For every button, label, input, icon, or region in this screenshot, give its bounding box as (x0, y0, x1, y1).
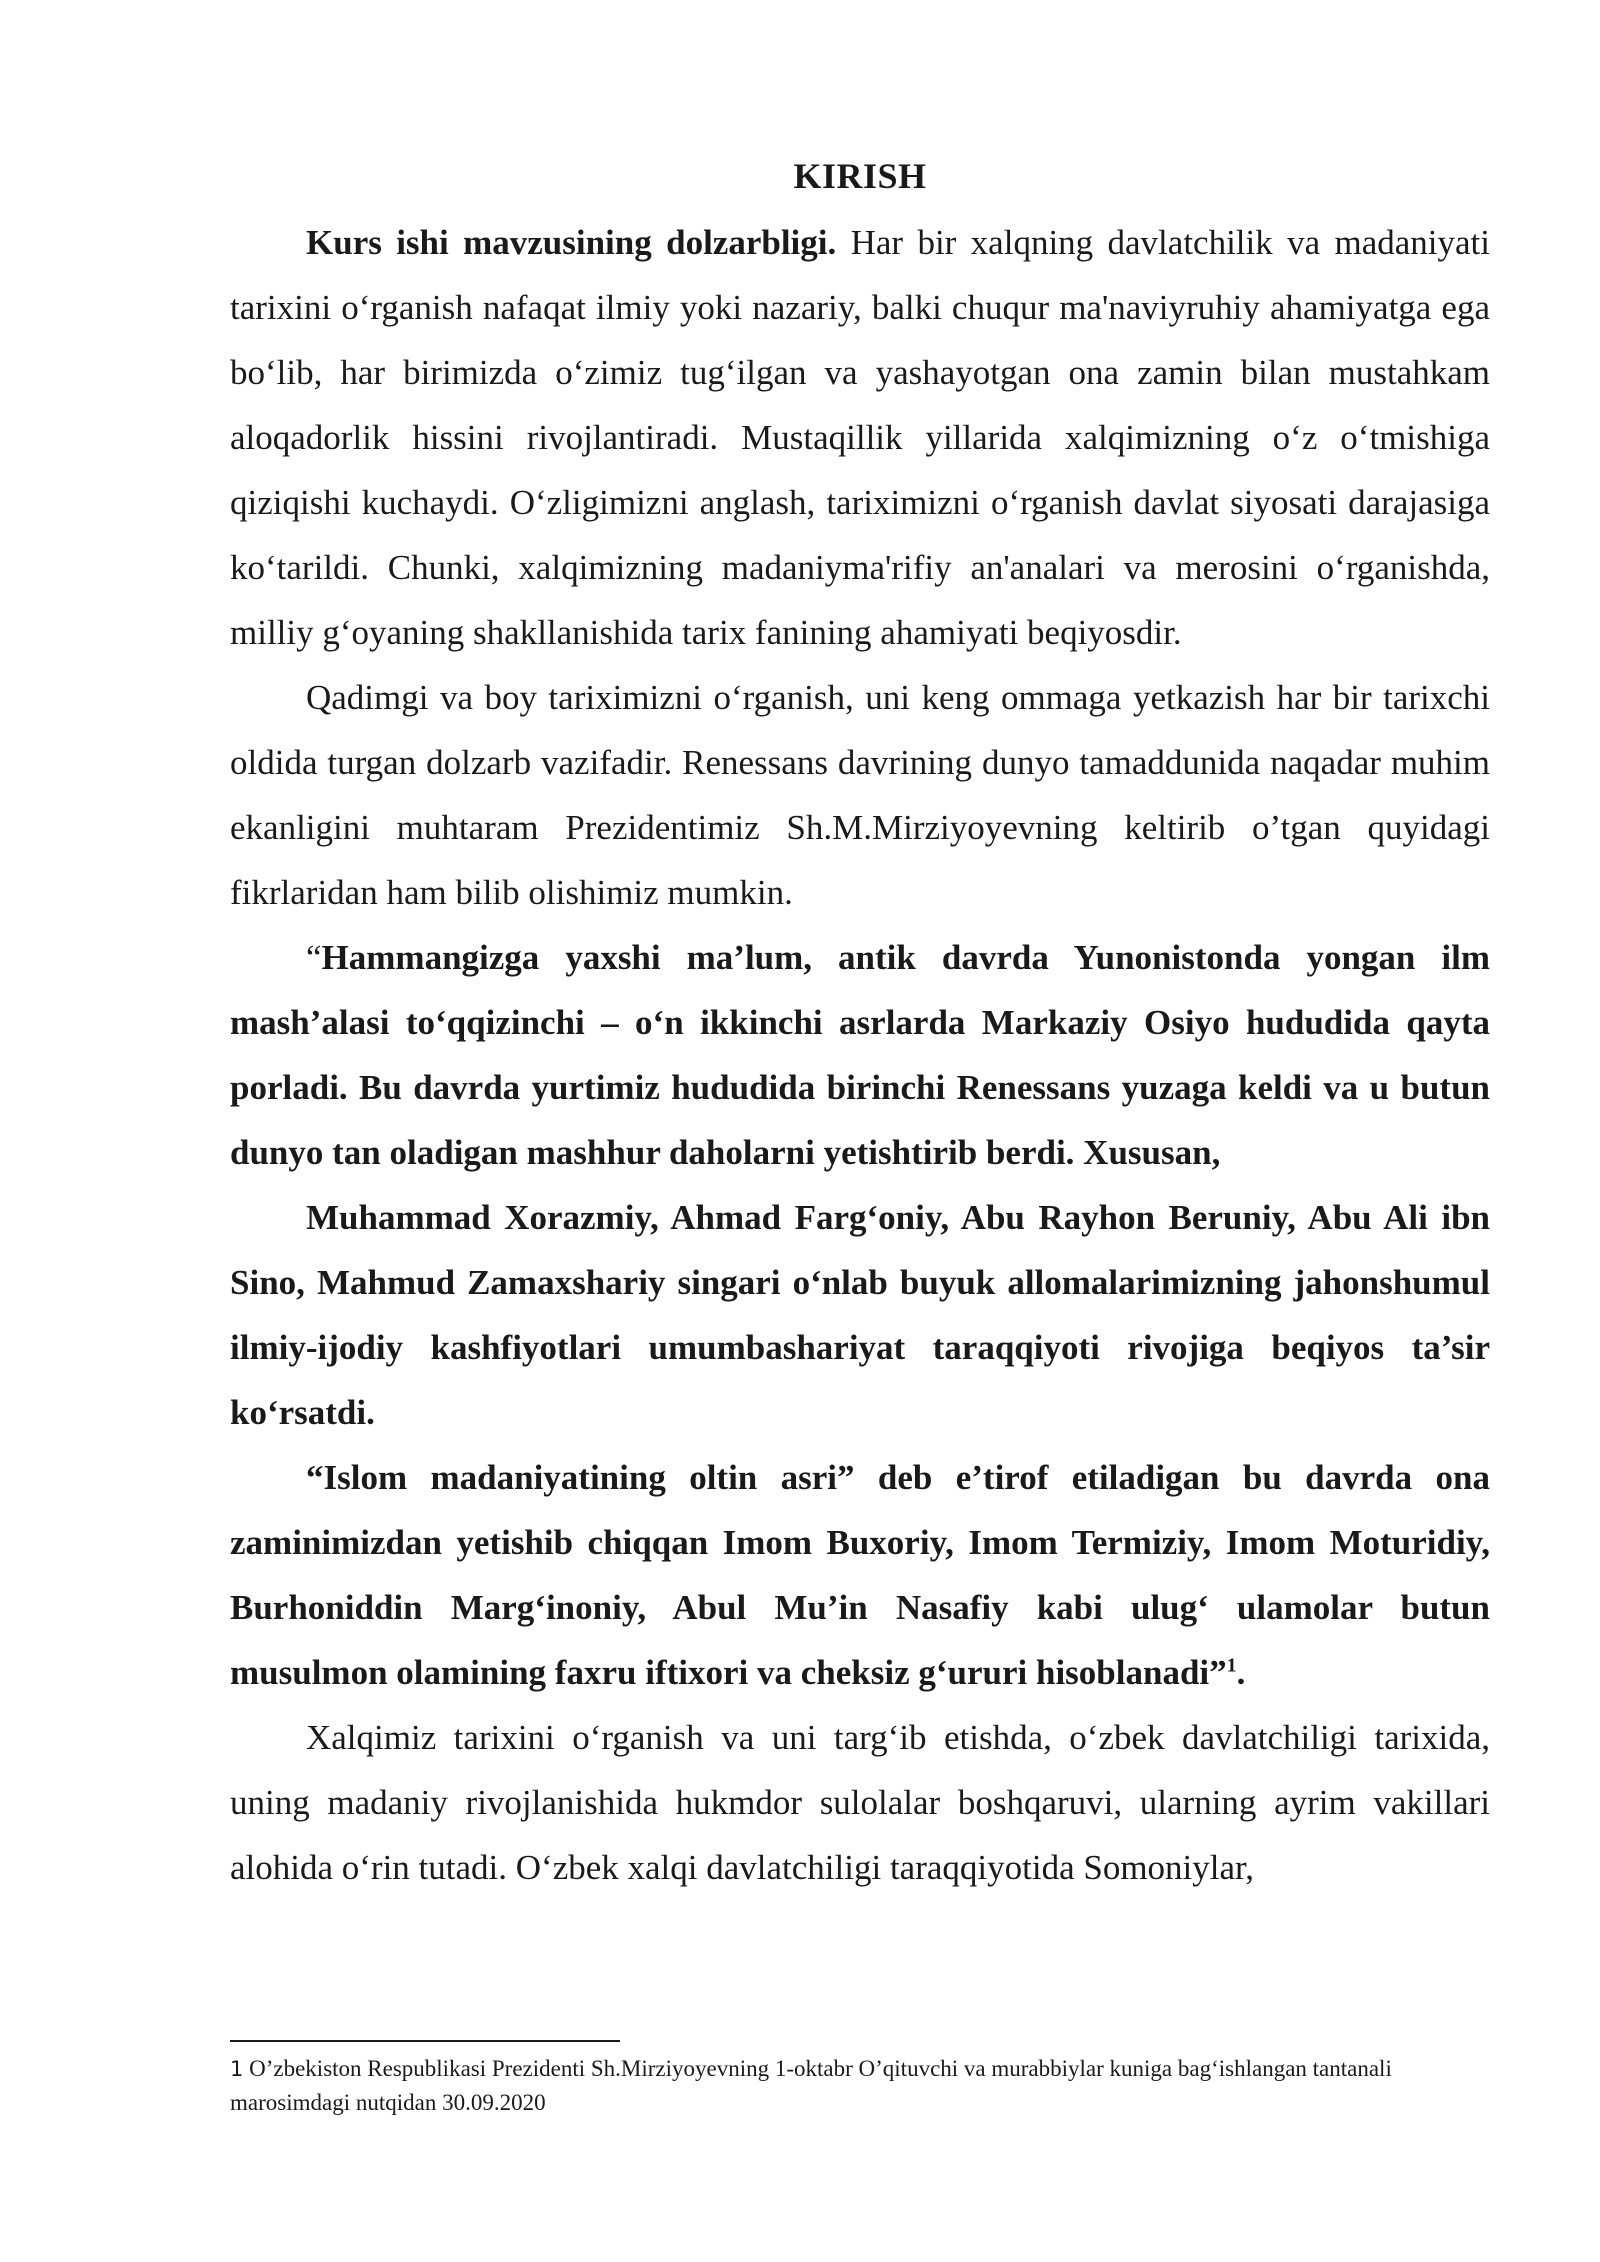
quote-paragraph-1 (230, 925, 1490, 1185)
footnote-number: 1 (230, 2057, 244, 2081)
quote-text: Hammangizga yaxshi ma’lum, antik davrda Yunonistonda yongan ilm mash’alasi to‘qqizinchi – o‘n ikkinchi asrlarda Markaziy Osiyo hududida qayta porladi. Bu davrda yurtimiz hududida birinchi Renessans yuzaga keldi va u butun dunyo tan oladigan mashhur daholarni yetishtirib berdi. Xususan, (230, 938, 1490, 1172)
quote-text: “Islom madaniyatining oltin asri” deb e’tirof etiladigan bu davrda ona zaminimizdan yetishib chiqqan Imom Buxoriy, Imom Termiziy, Imom Moturidiy, Burhoniddin Marg‘inoniy, Abul Mu’in Nasafiy kabi ulug‘ ulamolar butun musulmon olamining faxru iftixori va cheksiz g‘ururi hisoblanadi” (230, 1458, 1490, 1692)
document-page (230, 148, 1490, 1900)
paragraph-lead: Kurs ishi mavzusining dolzarbligi. (306, 223, 837, 262)
footnote-text: O’zbekiston Respublikasi Prezidenti Sh.Mirziyoyevning 1-oktabr O’qituvchi va murabbiylar kuniga bag‘ishlangan tantanali marosimdagi nutqidan 30.09.2020 (230, 2056, 1392, 2115)
paragraph-text: Har bir xalqning davlatchilik va madaniyati tarixini o‘rganish nafaqat ilmiy yoki nazariy, balki chuqur ma'naviyruhiy ahamiyatga ega bo‘lib, har birimizda o‘zimiz tug‘ilgan va yashayotgan ona zamin bilan mustahkam aloqadorlik hissini rivojlantiradi. Mustaqillik yillarida xalqimizning o‘z o‘tmishiga qiziqishi kuchaydi. O‘zligimizni anglash, tariximizni o‘rganish davlat siyosati darajasiga ko‘tarildi. Chunki, xalqimizning madaniyma'rifiy an'analari va merosini o‘rganishda, milliy g‘oyaning shakllanishida tarix fanining ahamiyati beqiyosdir. (230, 223, 1490, 652)
paragraph-text: Xalqimiz tarixini o‘rganish va uni targ‘ib etishda, o‘zbek davlatchiligi tarixida, uning madaniy rivojlanishida hukmdor sulolalar boshqaruvi, ularning ayrim vakillari alohida o‘rin tutadi. O‘zbek xalqi davlatchiligi taraqqiyotida Somoniylar, (230, 1718, 1490, 1887)
paragraph-renaissance-intro (230, 665, 1490, 925)
document-title: KIRISH (793, 156, 927, 196)
quote-paragraph-2 (230, 1185, 1490, 1445)
quote-paragraph-3 (230, 1445, 1490, 1705)
paragraph-dynasties (230, 1705, 1490, 1900)
quote-text: Muhammad Xorazmiy, Ahmad Farg‘oniy, Abu Rayhon Beruniy, Abu Ali ibn Sino, Mahmud Zamaxshariy singari o‘nlab buyuk allomalarimizning jahonshumul ilmiy-ijodiy kashfiyotlari umumbashariyat taraqqiyoti rivojiga beqiyos ta’sir ko‘rsatdi. (230, 1198, 1490, 1432)
paragraph-text: Qadimgi va boy tariximizni o‘rganish, uni keng ommaga yetkazish har bir tarixchi oldida turgan dolzarb vazifadir. Renessans davrining dunyo tamaddunida naqadar muhim ekanligini muhtaram Prezidentimiz Sh.M.Mirziyoyevning keltirib o’tgan quyidagi fikrlaridan ham bilib olishimiz mumkin. (230, 678, 1490, 912)
footnote (230, 2052, 1490, 2119)
quote-end-punctuation: . (1236, 1653, 1246, 1692)
paragraph-relevance (230, 210, 1490, 665)
footnote-divider (230, 2040, 620, 2042)
footnote-reference[interactable]: 1 (1226, 1654, 1237, 1677)
open-quote-mark: “ (306, 938, 322, 977)
